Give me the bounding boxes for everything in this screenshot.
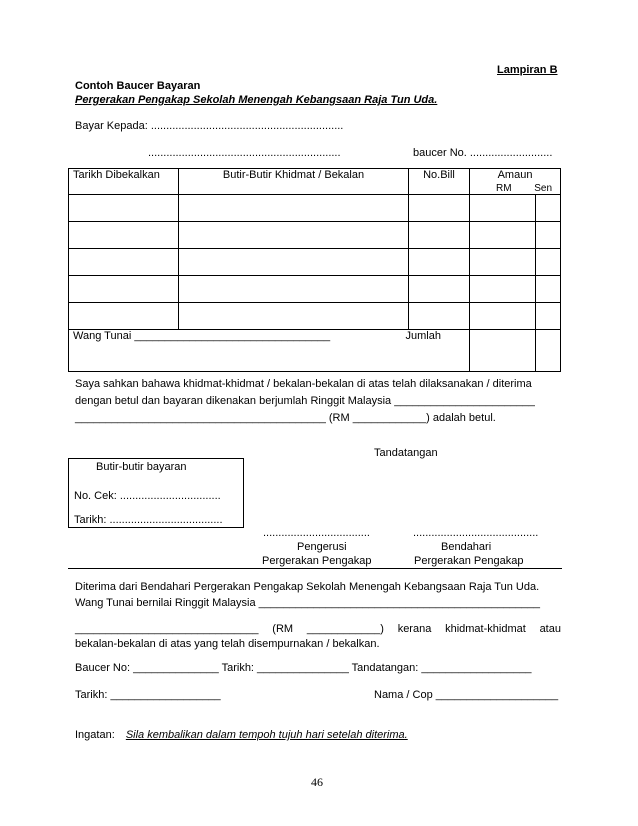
tandatangan-label: Tandatangan [374, 447, 438, 459]
payment-tarikh-field[interactable]: Tarikh: ..................................... [74, 514, 223, 526]
jumlah-label: Jumlah [409, 330, 470, 372]
payment-details-box [68, 458, 244, 528]
no-cek-field[interactable]: No. Cek: ................................. [74, 490, 221, 502]
col-header-tarikh: Tarikh Dibekalkan [69, 169, 179, 195]
pengerusi-signature-line[interactable]: ................................... [263, 527, 370, 539]
table-cell[interactable] [409, 303, 470, 330]
table-cell[interactable] [470, 276, 536, 303]
ingatan-text: Sila kembalikan dalam tempoh tujuh hari setelah diterima. [125, 729, 408, 741]
nama-cop-field[interactable]: Nama / Cop ____________________ [374, 689, 559, 701]
table-cell[interactable] [470, 303, 536, 330]
receipt-tarikh-field[interactable]: Tarikh: __________________ [75, 689, 221, 701]
table-header-row [69, 169, 561, 195]
table-cell[interactable] [69, 195, 179, 222]
col-header-amaun [470, 169, 561, 195]
ingatan-label: Ingatan: [75, 729, 115, 741]
table-cell[interactable] [470, 249, 536, 276]
col-header-butir: Butir-Butir Khidmat / Bekalan [179, 169, 409, 195]
table-cell[interactable] [179, 303, 409, 330]
jumlah-rm-cell[interactable] [470, 330, 536, 372]
amaun-label: Amaun [497, 169, 533, 181]
table-cell[interactable] [69, 276, 179, 303]
table-row [69, 249, 561, 276]
table-row [69, 195, 561, 222]
voucher-table [68, 168, 561, 372]
bendahari-signature-line[interactable]: ......................................... [413, 527, 539, 539]
payment-box-title: Butir-butir bayaran [96, 461, 187, 473]
jumlah-sen-cell[interactable] [536, 330, 561, 372]
table-cell[interactable] [69, 303, 179, 330]
table-cell[interactable] [409, 276, 470, 303]
rm-label: RM [496, 183, 512, 194]
table-cell[interactable] [536, 222, 561, 249]
table-cell[interactable] [536, 195, 561, 222]
certify-line-3[interactable]: _________________________________________ (RM ____________) adalah betul. [75, 412, 496, 424]
organization-name: Pergerakan Pengakap Sekolah Menengah Kebangsaan Raja Tun Uda. [75, 94, 438, 106]
col-header-nobill: No.Bill [409, 169, 470, 195]
receipt-line-3[interactable]: ______________________________ (RM ____________) kerana khidmat-khidmat atau [75, 623, 561, 635]
payee-continuation-field[interactable]: ............................................................... [148, 147, 341, 159]
sen-label: Sen [534, 183, 553, 194]
lampiran-label: Lampiran B [497, 64, 558, 76]
table-cell[interactable] [470, 195, 536, 222]
pengerusi-org-label: Pergerakan Pengakap [262, 555, 372, 567]
baucer-tarikh-signature-row[interactable]: Baucer No: ______________ Tarikh: _______________ Tandatangan: __________________ [75, 662, 532, 674]
table-row [69, 276, 561, 303]
certify-line-1: Saya sahkan bahawa khidmat-khidmat / bekalan-bekalan di atas telah dilaksanakan / diterima [75, 378, 532, 390]
table-footer-row [69, 330, 561, 372]
baucer-no-field[interactable]: baucer No. ........................... [413, 147, 553, 159]
ingatan-note [75, 729, 408, 741]
table-cell[interactable] [470, 222, 536, 249]
table-cell[interactable] [536, 303, 561, 330]
bayar-kepada-field[interactable]: Bayar Kepada: ............................................................... [75, 120, 344, 132]
table-cell[interactable] [179, 222, 409, 249]
table-cell[interactable] [536, 276, 561, 303]
table-cell[interactable] [179, 276, 409, 303]
table-cell[interactable] [69, 222, 179, 249]
table-cell[interactable] [536, 249, 561, 276]
pengerusi-label: Pengerusi [297, 541, 347, 553]
table-row [69, 303, 561, 330]
receipt-line-1: Diterima dari Bendahari Pergerakan Pengakap Sekolah Menengah Kebangsaan Raja Tun Uda. [75, 581, 540, 593]
certify-line-2[interactable]: dengan betul dan bayaran dikenakan berjumlah Ringgit Malaysia _______________________ [75, 395, 535, 407]
section-divider [68, 568, 562, 569]
table-cell[interactable] [69, 249, 179, 276]
page-number: 46 [311, 775, 323, 789]
table-cell[interactable] [409, 222, 470, 249]
receipt-line-2[interactable]: Wang Tunai bernilai Ringgit Malaysia ______________________________________________ [75, 597, 541, 609]
wang-tunai-field[interactable]: Wang Tunai ________________________________ [69, 330, 409, 372]
table-cell[interactable] [409, 195, 470, 222]
document-title: Contoh Baucer Bayaran [75, 80, 201, 92]
bendahari-org-label: Pergerakan Pengakap [414, 555, 524, 567]
receipt-line-4: bekalan-bekalan di atas yang telah disempurnakan / bekalkan. [75, 638, 380, 650]
bendahari-label: Bendahari [441, 541, 492, 553]
table-cell[interactable] [409, 249, 470, 276]
table-cell[interactable] [179, 249, 409, 276]
table-cell[interactable] [179, 195, 409, 222]
table-row [69, 222, 561, 249]
